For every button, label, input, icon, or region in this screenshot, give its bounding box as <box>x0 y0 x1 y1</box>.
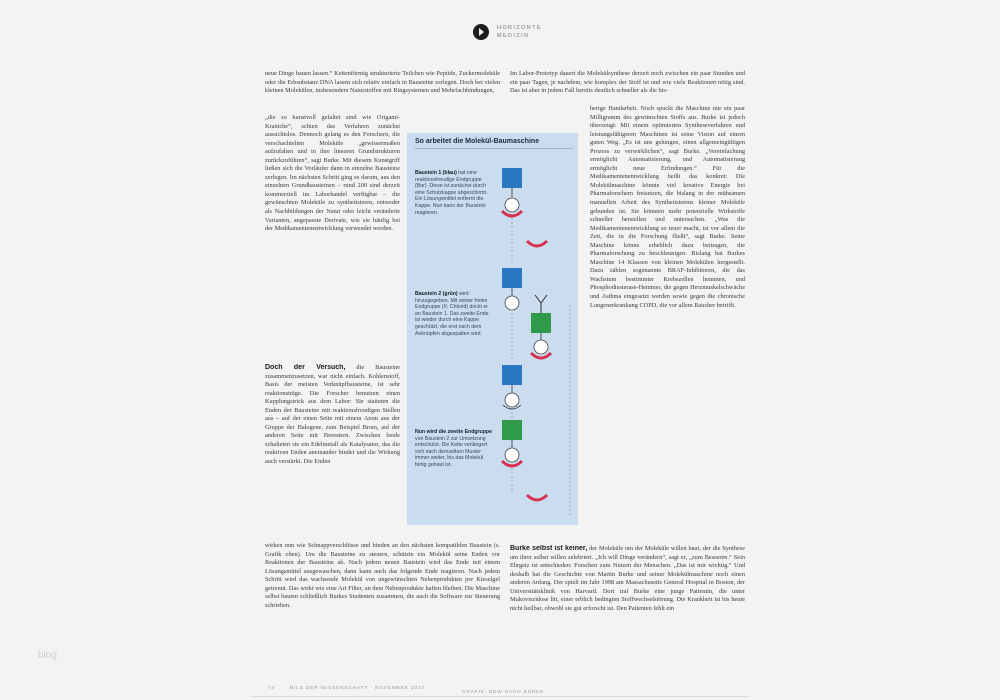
step-2-text: wird hinzugegeben. Mit seiner freien Endgruppe (X: Chlorid) dockt er an Baustein 1. Das zweite Ende ist wieder durch eine Kappe geschützt, die erst nach dem Anknüpfen abgespalten wird. <box>415 291 489 337</box>
step-3-text: von Baustein 2 zur Umsetzung entschützt. Die Kette verlängert sich nach demselben Muster immer weiter, bis das Molekül fertig gebaut ist. <box>415 435 488 468</box>
watermark: blog <box>38 650 57 661</box>
section-arrow-icon <box>473 24 489 40</box>
page-number: 74 <box>268 686 275 691</box>
blue-block <box>502 365 522 385</box>
step-2-lead: Baustein 2 (grün) <box>415 291 458 297</box>
blue-block <box>502 168 522 188</box>
infobox <box>407 133 578 525</box>
right-paragraph-3-text: der Moleküle um der Moleküle willen baut, der die Synthese um ihrer selbst willen zelebriert. „Ich will Dinge verändern“, sagt er, „zum Besseren.“ Sein Ehrgeiz ist entschieden: Forschen zum Nutzen der Menschen. „Das ist mir wichtig.“ Und deshalb hat die Geschichte von Martin Burke und seiner Molekülmaschine noch einen anderen Anfang. Der spielt im Jahr 1998 am Massachusetts General Hospital in Boston, der Universitätsklinik von Harvard. Dort traf Burke eine junge Patientin, die unter Mukoviszidose litt, einer erblich bedingten Stoffwechselstörung. Die Krankheit ist bis heute nicht heilbar, obwohl sie gut erforscht ist. Den Patienten fehlt ein <box>510 545 745 612</box>
section-line-1: HORIZONTE <box>497 25 542 31</box>
footer-rule <box>250 696 750 697</box>
section-label <box>497 24 542 40</box>
step-1-lead: Baustein 1 (blau) <box>415 170 457 176</box>
red-cap-released <box>527 495 547 500</box>
coupling-end <box>535 295 547 313</box>
image-credit: GRAFIK: BDW NACH BURKE <box>462 690 545 695</box>
left-paragraph-3-text: die Bausteine zusammenzusetzen, war nicht einfach. Kohlenstoff, Basis der meisten Verknüpfbausteine, ist sehr reaktionsträge. Die Forscher benutzen einen Kupplungstrick aus dem Labor: Sie statteten die Enden der Bausteine mit reaktionsfreudigen Stellen aus – auf der einen Seite mit einem Atom aus der Gruppe der Halogene, zum Beispiel Brom, auf der anderen Seite mit Borestern. Zwischen beide schalteten sie ein Edelmetall als Katalysator, das die reaktiven Enden aneinander bindet und die Wirkung auch verstärkt. Die Enden <box>265 364 400 466</box>
right-paragraph-2: herige Handarbeit. Noch spuckt die Maschine nur ein paar Milligramm des gewünschten Stoffs aus. Burke ist jedoch überzeugt: Mit einem optimierten Syntheseverfahren und leistungsfähigeren Maschinen ist seine Vision auf einem guten Weg. „Es ist uns gelungen, einen allgemeingültigen Prozess zu verwirklichen“, sagt Burke. „Vereinfachung ermöglicht Automatisierung, und Automatisierung ermöglicht neue Erfindungen.“ Für die Medikamentenentwicklung heißt das konkret: Die Molekülmaschine könnte viel kreative Energie bei Pharmaforschern freisetzen, die bislang in der mühsamen manuellen Arbeit des Synthetisierens kleiner Moleküle gebunden ist. Sie könnten mehr potenzielle Wirkstoffe schneller herstellen und untersuchen. „Was die Medikamentenentwicklung so teuer macht, ist vor allem die Zeit, die in die Forschung fließt“, sagt Burke. Seine Maschine könne erheblich dazu beitragen, die Pharmaforschung zu beschleunigen. Bislang hat Burkes Maschine 14 Klassen von kleinen Molekülen hergestellt. Dazu zählen sogenannte BRAF-Inhibitoren, die das Wachstum bestimmter Krebszellen hemmen, und Phosphodiesterase-Hemmer, die gegen Herzmuskelschwäche und Asthma eingesetzt werden sowie gegen die chronische Lungenerkrankung COPD, die vor allem Raucher betrifft. <box>590 105 745 309</box>
boron-end <box>505 296 519 310</box>
section-line-2: MEDIZIN <box>497 33 530 39</box>
left-paragraph-4: wirken nun wie Schnappverschlüsse und binden an den nächsten kompatiblen Baustein (s. Grafik oben). Um die Bausteine zu steuern, schützte ein Molekül seine Enden vor Reaktionen der Bausteine ab. Nach jedem neuen Baustein wird das Ende mit einem Lösungsmittel ausgewaschen, dann kann auch das folgende Ende reagieren. Nach jedem Schritt wird das wachsende Molekül von ungewünschten Nebenprodukten per Kieselgel getrennt. Das wirkt wie eine Art Filter, an dem Nebenprodukte haften bleiben. Die Maschine selbst bauten schließlich Burkes Studenten zusammen, die auch die Software zur Steuerung schrieben. <box>265 542 500 609</box>
magazine-name: BILD DER WISSENSCHAFT · NOVEMBER 2017 <box>290 686 425 691</box>
red-cap-released <box>527 241 547 246</box>
step-3-group <box>502 365 547 500</box>
infobox-title: So arbeitet die Molekül-Baumaschine <box>415 138 573 149</box>
left-paragraph-2: „die so kunstvoll gefaltet sind wie Origami-Kraniche“, schien das Verfahren zunächst aussichtslos. Dennoch gelang es den Forschern, die verschachtelten Moleküle „gewissermaßen aufzufalten und in ihre linearen Grundstrukturen zurückzuführen“, sagt Burke. Mit diesem Kunstgriff ließen sich die Vorläufer dann in einzelne Bausteine zerlegen. Im nächsten Schritt ging es darum, aus den einzelnen Grundbausteinen – rund 200 sind derzeit kommerziell im Laborhandel verfügbar – die gewünschten Moleküle zu synthetisieren, entweder als Nachbildungen der Natur oder leicht veränderte Varianten, angepasste Derivate, wie sie häufig bei der Medikamentenentwicklung verwendet werden. <box>265 114 400 233</box>
right-paragraph-1: Im Labor-Prototyp dauert die Molekülsynthese derzeit noch zwischen ein paar Stunden und ein paar Tagen, je nachdem, wie komplex der Stoff ist und wie viele Reaktionen nötig sind. Das ist aber in jedem Fall bereits deutlich schneller als die bis- <box>510 70 745 95</box>
right-paragraph-3 <box>510 545 745 665</box>
blue-block <box>502 268 522 288</box>
green-block <box>531 313 551 333</box>
left-lead-in: Doch der Versuch, <box>265 364 346 371</box>
step-3-lead: Nun wird die zweite Endgruppe <box>415 429 492 435</box>
green-block <box>502 420 522 440</box>
right-lead-in: Burke selbst ist keiner, <box>510 545 588 552</box>
left-paragraph-3 <box>265 364 400 540</box>
boron-end <box>534 340 548 354</box>
step-2-group <box>502 268 551 358</box>
molecule-assembly-diagram <box>407 133 578 525</box>
boron-end <box>505 198 519 212</box>
step-1-group <box>502 168 547 246</box>
step-1-text: hat eine reaktionsfreudige Endgruppe (Bor). Diese ist zunächst durch eine Schutzkappe abgeschirmt. Ein Lösungsmittel entfernt die Kappe. Nun kann der Baustein reagieren. <box>415 170 488 216</box>
left-paragraph-1: neue Dinge bauen lassen.“ Kettenförmig strukturierte Teilchen wie Peptide, Zuckermoleküle oder die Erbsubstanz DNA lassen sich relativ einfach in Bausteine zerlegen. Doch bei vielen kleinen Molekülen, insbesondere Naturstoffen mit Ringsystemen und Mehrfachbindungen, <box>265 70 500 95</box>
